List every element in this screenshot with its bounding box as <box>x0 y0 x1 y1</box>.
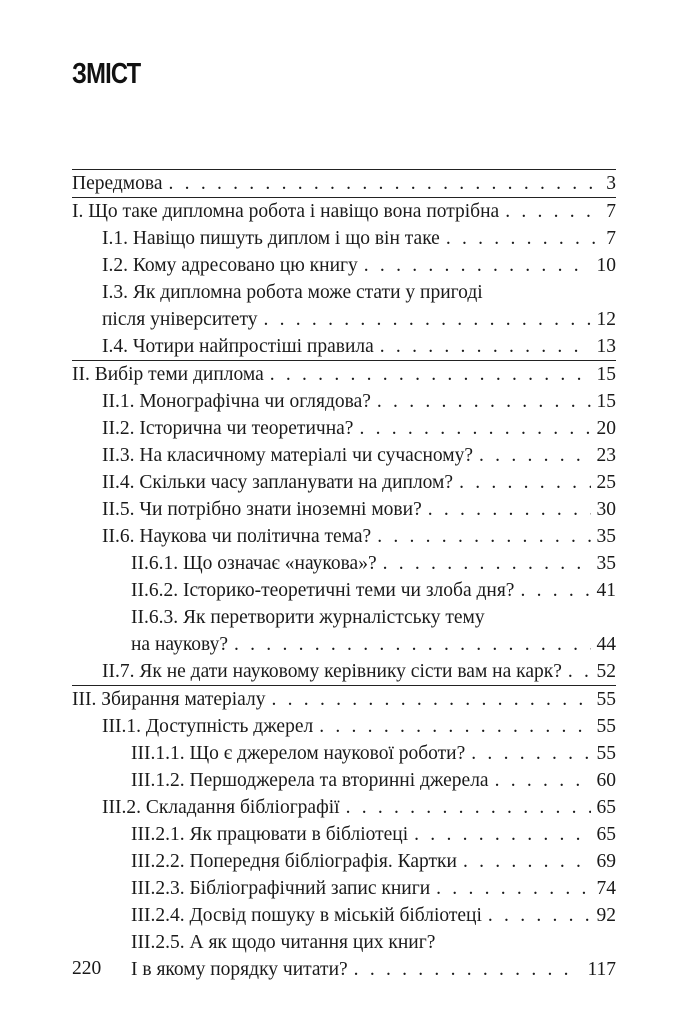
toc-entry <box>72 631 616 658</box>
toc-page-number: 74 <box>596 878 616 899</box>
toc-entry-text: ІІ.1. Монографічна чи оглядова? <box>102 391 371 412</box>
table-of-contents <box>72 169 616 983</box>
toc-entry-text: ІІ.7. Як не дати науковому керівнику сісти вам на карк? <box>102 661 562 682</box>
toc-page-number: 92 <box>596 905 616 926</box>
dot-leader <box>383 550 591 577</box>
dot-leader <box>446 225 600 252</box>
toc-entry-text: ІІІ. Збирання матеріалу <box>72 689 266 710</box>
toc-page-number: 23 <box>596 445 616 466</box>
toc-entry-text: І.3. Як дипломна робота може стати у пригоді <box>102 282 483 303</box>
toc-entry <box>72 740 616 767</box>
toc-page-number: 10 <box>596 255 616 276</box>
toc-page-number: 41 <box>596 580 616 601</box>
toc-entry-text: ІІІ.2.5. А як щодо читання цих книг? <box>131 932 436 953</box>
toc-entry <box>72 956 616 983</box>
toc-page-number: 7 <box>606 228 616 249</box>
dot-leader <box>270 361 591 388</box>
toc-entry-text: ІІІ.2.1. Як працювати в бібліотеці <box>131 824 409 845</box>
toc-page-number: 44 <box>596 634 616 655</box>
toc-entry <box>72 550 616 577</box>
toc-page-number: 60 <box>596 770 616 791</box>
toc-page-number: 52 <box>596 661 616 682</box>
dot-leader <box>263 306 590 333</box>
dot-leader <box>272 686 591 713</box>
toc-page-number: 55 <box>596 716 616 737</box>
toc-entry-text: ІІІ.1. Доступність джерел <box>102 716 314 737</box>
toc-entry <box>72 197 616 225</box>
toc-page-number: 55 <box>596 689 616 710</box>
dot-leader <box>319 713 590 740</box>
toc-page-number: 12 <box>596 309 616 330</box>
toc-page-number: 65 <box>596 797 616 818</box>
dot-leader <box>364 252 591 279</box>
toc-entry-text: І.4. Чотири найпростіші правила <box>102 336 374 357</box>
toc-page-number: 3 <box>606 173 616 194</box>
toc-entry-text: І. Що таке дипломна робота і навіщо вона потрібна <box>72 201 500 222</box>
dot-leader <box>471 740 590 767</box>
dot-leader <box>380 333 591 360</box>
toc-entry <box>72 767 616 794</box>
toc-entry-text: ІІ.6.1. Що означає «наукова»? <box>131 553 377 574</box>
toc-entry <box>72 875 616 902</box>
dot-leader <box>377 388 591 415</box>
dot-leader <box>479 442 590 469</box>
toc-entry <box>72 577 616 604</box>
toc-entry <box>72 469 616 496</box>
toc-entry-text: ІІ.5. Чи потрібно знати іноземні мови? <box>102 499 422 520</box>
toc-entry <box>72 360 616 388</box>
toc-entry-text: після університету <box>102 309 258 330</box>
toc-entry-text: ІІ.6.3. Як перетворити журналістську тему <box>131 607 485 628</box>
dot-leader <box>505 198 600 225</box>
dot-leader <box>359 415 590 442</box>
toc-entry <box>72 713 616 740</box>
toc-entry-text: ІІ.6. Наукова чи політична тема? <box>102 526 372 547</box>
toc-entry-text: ІІІ.1.1. Що є джерелом наукової роботи? <box>131 743 466 764</box>
toc-entry <box>72 306 616 333</box>
toc-entry <box>72 225 616 252</box>
toc-entry-text: ІІ.3. На класичному матеріалі чи сучасному? <box>102 445 474 466</box>
toc-entry <box>72 415 616 442</box>
toc-page-number: 69 <box>596 851 616 872</box>
dot-leader <box>346 794 591 821</box>
toc-entry <box>72 388 616 415</box>
toc-entry-text: І.1. Навіщо пишуть диплом і що він таке <box>102 228 440 249</box>
toc-entry-text: ІІ.4. Скільки часу запланувати на диплом? <box>102 472 454 493</box>
dot-leader <box>428 496 591 523</box>
toc-page-number: 25 <box>596 472 616 493</box>
toc-page-number: 117 <box>587 959 616 980</box>
toc-page-number: 20 <box>596 418 616 439</box>
toc-entry-text: ІІІ.2.4. Досвід пошуку в міській бібліотеці <box>131 905 482 926</box>
dot-leader <box>234 631 591 658</box>
toc-entry-text: ІІ.2. Історична чи теоретична? <box>102 418 354 439</box>
toc-entry-text: ІІІ.2.2. Попередня бібліографія. Картки <box>131 851 457 872</box>
toc-page-number: 15 <box>596 364 616 385</box>
dot-leader <box>520 577 590 604</box>
dot-leader <box>495 767 591 794</box>
toc-entry <box>72 685 616 713</box>
toc-entry <box>72 794 616 821</box>
toc-entry <box>72 333 616 360</box>
toc-page-number: 35 <box>596 553 616 574</box>
toc-entry <box>72 848 616 875</box>
dot-leader <box>377 523 590 550</box>
toc-entry <box>72 658 616 685</box>
toc-entry <box>72 169 616 197</box>
toc-entry <box>72 902 616 929</box>
toc-entry <box>72 252 616 279</box>
toc-entry-text: ІІ. Вибір теми диплома <box>72 364 264 385</box>
dot-leader <box>414 821 590 848</box>
toc-page-number: 7 <box>606 201 616 222</box>
toc-entry-text: І в якому порядку читати? <box>131 959 348 980</box>
dot-leader <box>459 469 590 496</box>
dot-leader <box>488 902 591 929</box>
toc-entry <box>72 496 616 523</box>
toc-page-number: 13 <box>596 336 616 357</box>
dot-leader <box>463 848 591 875</box>
toc-entry-text: І.2. Кому адресовано цю книгу <box>102 255 358 276</box>
dot-leader <box>568 658 591 685</box>
toc-entry <box>72 821 616 848</box>
page-title: ЗМІСТ <box>72 58 141 90</box>
toc-entry <box>72 523 616 550</box>
dot-leader <box>169 170 601 197</box>
toc-page-number: 30 <box>596 499 616 520</box>
toc-entry-text: на наукову? <box>131 634 228 655</box>
toc-entry <box>72 442 616 469</box>
page-number: 220 <box>72 958 102 979</box>
dot-leader <box>436 875 590 902</box>
toc-page-number: 65 <box>596 824 616 845</box>
toc-entry-text: ІІІ.1.2. Першоджерела та вторинні джерела <box>131 770 489 791</box>
dot-leader <box>354 956 582 983</box>
toc-page-number: 55 <box>596 743 616 764</box>
toc-entry-text: Передмова <box>72 173 163 194</box>
toc-entry-text: ІІІ.2.3. Бібліографічний запис книги <box>131 878 431 899</box>
toc-entry-text: ІІ.6.2. Історико-теоретичні теми чи злоба дня? <box>131 580 515 601</box>
toc-entry-text: ІІІ.2. Складання бібліографії <box>102 797 340 818</box>
toc-page-number: 35 <box>596 526 616 547</box>
toc-page-number: 15 <box>596 391 616 412</box>
